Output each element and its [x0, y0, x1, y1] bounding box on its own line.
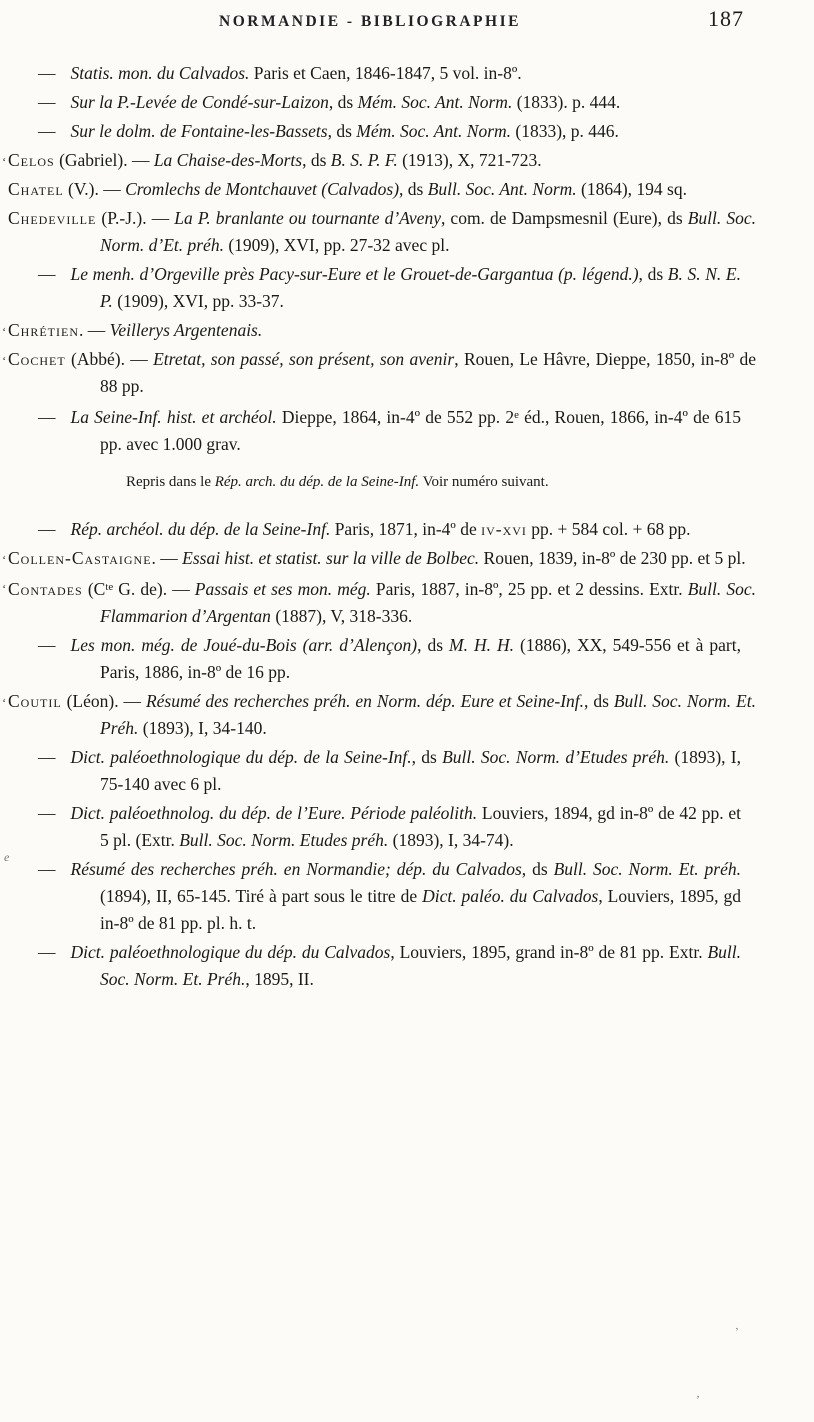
entry-text: , Louviers, 1895, grand in-8º de 81 pp. Extr. [390, 941, 708, 962]
pencil-tick-mark: ‘ [2, 324, 7, 339]
work-title: La Seine-Inf. hist. et archéol. [70, 406, 277, 427]
repeated-author-dash: — [38, 92, 56, 112]
work-title: Bull. Soc. Norm. Et. Préh. [100, 941, 741, 989]
author-name: Chedeville [8, 208, 97, 228]
repeated-author-dash: — [38, 406, 56, 427]
entry-text: Rouen, 1839, in-8º de 230 pp. et 5 pl. [479, 547, 746, 568]
work-title: Cromlechs de Montchauvet (Calvados) [125, 179, 400, 199]
entry-text: (Gabriel). — [54, 150, 154, 170]
bibliography-entry [2, 574, 757, 630]
bibliography-list [0, 52, 814, 993]
bibliography-entry [8, 800, 741, 854]
entry-text: (1909), XVI, pp. 33-37. [112, 291, 284, 311]
pencil-tick-mark: ‘ [2, 694, 7, 710]
entry-text: Louviers, 1894, gd in-8º de 42 pp. et 5 pl. (Extr. [100, 802, 741, 850]
work-title: Essai hist. et statist. sur la ville de Bolbec. [182, 547, 480, 568]
work-title: Dict. paléoethnologique du dép. du Calvados [70, 941, 391, 962]
work-title: Bull. Soc. Norm. d’Etudes préh. [442, 746, 670, 767]
work-title: Bull. Soc. Norm. Etudes préh. [179, 829, 389, 850]
repeated-author-dash: — [38, 264, 56, 284]
work-title: Veillerys Argentenais. [109, 320, 263, 340]
entry-text: , ds [327, 121, 357, 141]
entry-text: Paris, 1871, in-4º de [330, 518, 482, 539]
work-title: Dict. paléoethnolog. du dép. de l’Eure. Période paléolith. [70, 802, 478, 823]
entry-text: (1893), I, 34-74). [388, 829, 514, 850]
bibliography-entry [8, 118, 741, 145]
entry-text: (1893), I, 34-140. [138, 717, 267, 738]
superscript-text: e [514, 409, 519, 421]
entry-text: , com. de Dampsmesnil (Eure), ds [440, 208, 688, 228]
running-title: NORMANDIE - BIBLIOGRAPHIE [219, 13, 521, 30]
entry-text: G. de). — [113, 578, 195, 599]
work-title: Bull. Soc. Norm. d’Et. préh. [100, 208, 756, 255]
work-title: Rép. archéol. du dép. de la Seine-Inf. [70, 518, 331, 539]
work-title: B. S. N. E. P. [100, 264, 741, 311]
author-name: Cochet [8, 349, 66, 369]
entry-text: , ds [584, 690, 614, 711]
work-title: M. H. H. [449, 634, 514, 655]
stray-smudge-1: , [733, 1319, 739, 1333]
entry-text: (1893), I, 75-140 avec 6 pl. [100, 746, 742, 794]
author-name: Collen-Castaigne [8, 547, 152, 568]
bibliography-entry [8, 60, 741, 87]
entry-text: , ds [328, 92, 358, 112]
entry-text: (1887), V, 318-336. [270, 605, 413, 626]
work-title: Rép. arch. du dép. de la Seine-Inf. [214, 473, 420, 490]
work-title: Résumé des recherches préh. en Normandie; dép. du Calvados [70, 858, 522, 879]
bibliography-entry [8, 261, 741, 315]
entry-text: . — [151, 547, 183, 568]
repeated-author-dash: — [38, 121, 56, 141]
entry-text: (V.). — [63, 179, 126, 199]
repeated-author-dash: — [38, 858, 56, 879]
entry-text: (C [82, 578, 106, 599]
bibliography-entry [2, 545, 756, 572]
bibliography-entry [8, 89, 741, 116]
author-name: Coutil [8, 690, 62, 711]
bibliography-entry [8, 744, 741, 798]
author-name: Chrétien [8, 320, 79, 340]
entry-text: , ds [399, 179, 428, 199]
work-title: Résumé des recherches préh. en Norm. dép. Eure et Seine-Inf. [145, 690, 585, 711]
entry-text: Voir numéro suivant. [419, 473, 549, 490]
entry-text: Dieppe, 1864, in-4º de 552 pp. 2 [276, 406, 515, 427]
bibliography-entry [8, 856, 741, 937]
bibliography-entry [2, 346, 756, 400]
entry-text: (1886), XX, 549-556 et à part, Paris, 1886, in-8º de 16 pp. [100, 634, 741, 682]
work-title: Le menh. d’Orgeville près Pacy-sur-Eure et le Grouet-de-Gargantua (p. légend.) [70, 264, 639, 284]
work-title: Passais et ses mon. még. [194, 578, 371, 599]
entry-text: Paris, 1887, in-8º, 25 pp. et 2 dessins. Extr. [370, 578, 688, 599]
work-title: Bull. Soc. Norm. Et. Préh. [100, 690, 756, 738]
work-title: Statis. mon. du Calvados. [70, 63, 250, 83]
repeated-author-dash: — [38, 518, 56, 539]
pencil-tick-mark: ‘ [2, 353, 7, 368]
bibliography-entry [8, 516, 741, 543]
work-title: La Chaise-des-Morts [153, 150, 303, 170]
entry-text: (1913), X, 721-723. [397, 150, 542, 170]
work-title: Bull. Soc. Ant. Norm. [427, 179, 577, 199]
work-title: Les mon. még. de Joué-du-Bois (arr. d’Alençon) [70, 634, 418, 655]
stray-pencil-mark: e [4, 850, 10, 864]
entry-text: , ds [302, 150, 331, 170]
author-name: Contades [8, 578, 83, 599]
entry-text: (Abbé). — [65, 349, 154, 369]
repeated-author-dash: — [38, 802, 56, 823]
bibliography-entry [2, 317, 756, 344]
entry-text: , ds [638, 264, 668, 284]
bibliography-entry [8, 176, 756, 203]
entry-text: (1864), 194 sq. [576, 179, 687, 199]
entry-text: (Léon). — [61, 690, 146, 711]
author-name: Chatel [8, 179, 64, 199]
work-title: Etretat, son passé, son présent, son avenir [153, 349, 455, 369]
entry-text: , ds [417, 634, 449, 655]
entry-text: , ds [521, 858, 554, 879]
author-name: Celos [8, 150, 55, 170]
work-title: Bull. Soc. Flammarion d’Argentan [100, 578, 757, 626]
repeated-author-dash: — [38, 634, 56, 655]
pencil-tick-mark: ‘ [2, 551, 7, 567]
entry-text: éd., Rouen, 1866, in-4º de 615 pp. avec 1.000 grav. [100, 406, 742, 454]
page-number: 187 [708, 6, 744, 31]
repeated-author-dash: — [38, 746, 56, 767]
work-title: Sur le dolm. de Fontaine-les-Bassets [70, 121, 328, 141]
pencil-tick-mark: ‘ [2, 154, 7, 169]
entry-text: , ds [411, 746, 443, 767]
bibliography-entry [8, 939, 741, 993]
work-title: Dict. paléoethnologique du dép. de la Seine-Inf. [70, 746, 412, 767]
page-header [56, 8, 758, 44]
entry-text: Repris dans le [126, 473, 215, 490]
work-title: Mém. Soc. Ant. Norm. [357, 92, 513, 112]
pencil-tick-mark: ‘ [2, 580, 7, 596]
entry-text: . — [79, 320, 110, 340]
entry-text: (1833). p. 444. [512, 92, 621, 112]
work-title: Dict. paléo. du Calvados [422, 885, 599, 906]
bibliography-entry [2, 688, 756, 742]
entry-text: , Rouen, Le Hâvre, Dieppe, 1850, in-8º de 88 pp. [100, 349, 756, 396]
work-title: Sur la P.-Levée de Condé-sur-Laizon [70, 92, 329, 112]
entry-text: , 1895, II. [245, 968, 314, 989]
work-title: La P. branlante ou tournante d’Aveny [174, 208, 441, 228]
superscript-text: te [105, 580, 114, 593]
note-paragraph [8, 471, 756, 494]
bibliography-entry [8, 632, 741, 686]
author-name: iv-xvi [481, 518, 527, 539]
repeated-author-dash: — [38, 941, 56, 962]
entry-text: (1833), p. 446. [511, 121, 619, 141]
work-title: Mém. Soc. Ant. Norm. [356, 121, 512, 141]
entry-text: (1909), XVI, pp. 27-32 avec pl. [223, 235, 450, 255]
work-title: Bull. Soc. Norm. Et. préh. [553, 858, 742, 879]
entry-text: (P.-J.). — [96, 208, 175, 228]
stray-smudge-2: , [696, 1385, 702, 1401]
entry-text: Paris et Caen, 1846-1847, 5 vol. in-8º. [249, 63, 522, 83]
entry-text: (1894), II, 65-145. Tiré à part sous le titre de [100, 885, 423, 906]
bibliography-entry [8, 205, 756, 259]
work-title: B. S. P. F. [330, 150, 398, 170]
entry-text: pp. + 584 col. + 68 pp. [526, 518, 691, 539]
entry-text: , Louviers, 1895, gd in-8º de 81 pp. pl. h. t. [100, 885, 741, 933]
bibliography-entry [2, 147, 756, 174]
bibliography-entry [8, 402, 741, 458]
repeated-author-dash: — [38, 63, 56, 83]
